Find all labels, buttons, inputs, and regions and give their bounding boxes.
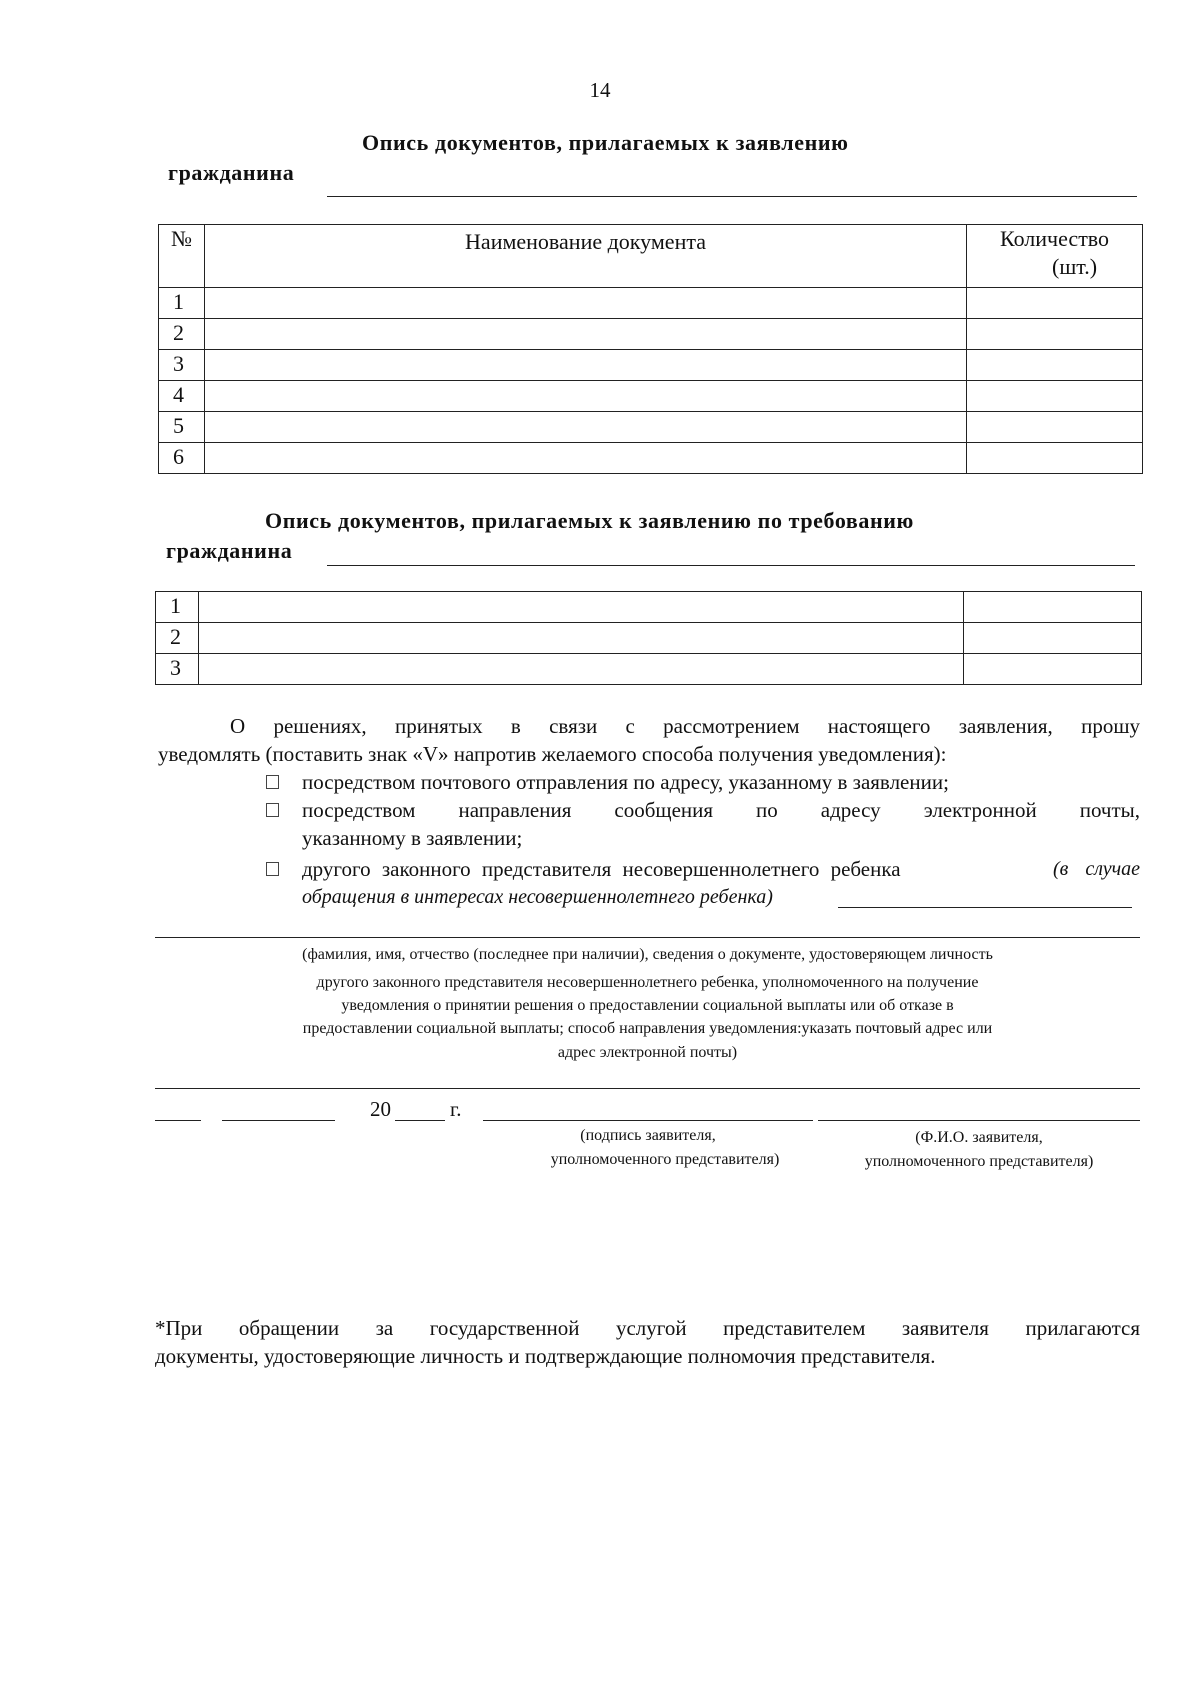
row-number: 5	[159, 412, 205, 443]
row-number: 2	[159, 319, 205, 350]
quantity-cell[interactable]	[967, 443, 1143, 474]
caption-line2: другого законного представителя несовершеннолетнего ребенка, уполномоченного на получение	[316, 974, 979, 991]
row-number: 6	[159, 443, 205, 474]
table-row	[159, 412, 1143, 443]
signature-line[interactable]	[483, 1120, 813, 1121]
column-header-quantity-line1: Количество	[1000, 226, 1110, 251]
representative-details-fill-line[interactable]	[155, 937, 1140, 938]
fio-line[interactable]	[818, 1120, 1140, 1121]
signature-top-line	[155, 1088, 1140, 1089]
section1-citizen-fill-line[interactable]	[327, 196, 1137, 197]
date-year-prefix: 20	[370, 1097, 391, 1121]
signature-caption-line1: (подпись заявителя,	[580, 1127, 716, 1144]
quantity-cell[interactable]	[967, 412, 1143, 443]
row-number: 3	[156, 654, 199, 685]
column-header-document-name: Наименование документа	[204, 225, 966, 288]
document-name-cell[interactable]	[204, 381, 966, 412]
table-row	[156, 654, 1142, 685]
document-name-cell[interactable]	[198, 623, 963, 654]
quantity-cell[interactable]	[964, 654, 1142, 685]
quantity-cell[interactable]	[964, 592, 1142, 623]
fio-caption-line1: (Ф.И.О. заявителя,	[915, 1129, 1043, 1146]
date-year-line[interactable]	[395, 1120, 445, 1121]
option-email-label-line2: указанному в заявлении;	[302, 826, 523, 850]
caption-line4: предоставлении социальной выплаты; способ направления уведомления:указать почтовый адрес или	[302, 1020, 993, 1037]
column-header-quantity	[967, 225, 1143, 288]
table-row	[159, 319, 1143, 350]
date-month-line[interactable]	[222, 1120, 335, 1121]
quantity-cell[interactable]	[964, 623, 1142, 654]
document-name-cell[interactable]	[204, 443, 966, 474]
document-name-cell[interactable]	[204, 288, 966, 319]
option-postal-label: посредством почтового отправления по адресу, указанному в заявлении;	[302, 770, 949, 794]
column-header-number: №	[159, 225, 205, 288]
caption-line3: уведомления о принятии решения о предоставлении социальной выплаты или об отказе в	[341, 997, 954, 1014]
notice-paragraph-line1: О решениях, принятых в связи с рассмотрением настоящего заявления, прошу	[230, 714, 1140, 738]
section1-title: Опись документов, прилагаемых к заявлению	[362, 130, 849, 155]
document-name-cell[interactable]	[198, 654, 963, 685]
table-row	[156, 592, 1142, 623]
document-name-cell[interactable]	[204, 350, 966, 381]
fio-caption-line2: уполномоченного представителя)	[864, 1153, 1094, 1170]
date-year-suffix: г.	[450, 1097, 462, 1121]
row-number: 3	[159, 350, 205, 381]
section2-title: Опись документов, прилагаемых к заявлению по требованию	[265, 508, 914, 533]
section2-citizen-fill-line[interactable]	[327, 565, 1135, 566]
notice-paragraph-line2: уведомлять (поставить знак «V» напротив желаемого способа получения уведомления):	[158, 742, 947, 766]
option-representative-italic-text: (в случае	[1053, 858, 1140, 880]
quantity-cell[interactable]	[967, 381, 1143, 412]
option-representative-label-line2: обращения в интересах несовершеннолетнего ребенка)	[302, 886, 773, 908]
option-representative-checkbox[interactable]	[266, 862, 279, 876]
table-header-row	[159, 225, 1143, 288]
option-email-label-line1: посредством направления сообщения по адресу электронной почты,	[302, 798, 1140, 822]
table-row	[156, 623, 1142, 654]
row-number: 4	[159, 381, 205, 412]
option-postal-checkbox[interactable]	[266, 775, 279, 789]
document-name-cell[interactable]	[198, 592, 963, 623]
table-row	[159, 381, 1143, 412]
section1-citizen-label: гражданина	[168, 160, 295, 185]
option-email-checkbox[interactable]	[266, 803, 279, 817]
section1-documents-table	[158, 224, 1143, 474]
signature-caption-line2: уполномоченного представителя)	[550, 1151, 780, 1168]
document-name-cell[interactable]	[204, 412, 966, 443]
date-day-line[interactable]	[155, 1120, 201, 1121]
quantity-cell[interactable]	[967, 288, 1143, 319]
quantity-cell[interactable]	[967, 350, 1143, 381]
row-number: 1	[159, 288, 205, 319]
caption-line1: (фамилия, имя, отчество (последнее при наличии), сведения о документе, удостоверяющем личность	[302, 946, 993, 963]
row-number: 1	[156, 592, 199, 623]
row-number: 2	[156, 623, 199, 654]
option-representative-main-text: другого законного представителя несовершеннолетнего ребенка	[302, 857, 901, 881]
table-row	[159, 350, 1143, 381]
option-representative-label-line1	[302, 855, 1140, 883]
representative-fill-line[interactable]	[838, 907, 1132, 908]
table-row	[159, 443, 1143, 474]
footnote-line1: *При обращении за государственной услугой представителем заявителя прилагаются	[155, 1316, 1140, 1340]
quantity-cell[interactable]	[967, 319, 1143, 350]
caption-line5: адрес электронной почты)	[557, 1044, 738, 1061]
page-number: 14	[589, 78, 611, 102]
column-header-quantity-line2: (шт.)	[1052, 254, 1098, 279]
section2-documents-table	[155, 591, 1142, 685]
section2-citizen-label: гражданина	[166, 538, 293, 563]
document-name-cell[interactable]	[204, 319, 966, 350]
footnote-line2: документы, удостоверяющие личность и подтверждающие полномочия представителя.	[155, 1344, 936, 1368]
table-row	[159, 288, 1143, 319]
